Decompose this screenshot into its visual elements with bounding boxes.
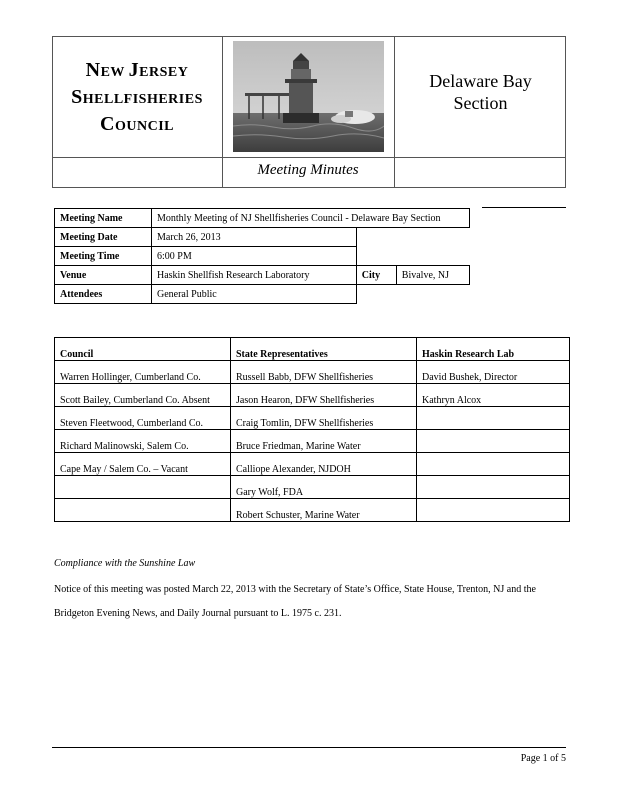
table-row — [55, 430, 570, 453]
attendance-table — [54, 337, 570, 522]
attendees: General Public — [152, 285, 357, 304]
venue-label: Venue — [55, 266, 152, 285]
column-header-haskin: Haskin Research Lab — [417, 338, 570, 361]
table-cell — [55, 499, 231, 522]
table-cell: Warren Hollinger, Cumberland Co. — [55, 361, 231, 384]
sunshine-heading: Compliance with the Sunshine Law — [54, 558, 196, 569]
lighthouse-photo — [233, 41, 384, 152]
table-row — [55, 361, 570, 384]
table-cell: Kathryn Alcox — [417, 384, 570, 407]
table-row — [55, 285, 470, 304]
table-cell: Jason Hearon, DFW Shellfisheries — [231, 384, 417, 407]
meeting-name: Monthly Meeting of NJ Shellfisheries Council - Delaware Bay Section — [152, 209, 470, 228]
page-number: Page 1 of 5 — [520, 753, 566, 764]
table-cell — [417, 430, 570, 453]
table-cell: Robert Schuster, Marine Water — [231, 499, 417, 522]
table-row — [55, 407, 570, 430]
table-row — [55, 384, 570, 407]
rule-line — [482, 207, 566, 208]
table-cell: Gary Wolf, FDA — [231, 476, 417, 499]
table-row — [55, 228, 470, 247]
org-name — [52, 58, 222, 139]
column-header-council: Council — [55, 338, 231, 361]
meeting-date: March 26, 2013 — [152, 228, 357, 247]
section-title — [395, 70, 566, 114]
meeting-time-label: Meeting Time — [55, 247, 152, 266]
table-row — [55, 266, 470, 285]
table-cell: David Bushek, Director — [417, 361, 570, 384]
section-title-line-1: Delaware Bay — [429, 71, 532, 91]
attendees-label: Attendees — [55, 285, 152, 304]
meeting-time: 6:00 PM — [152, 247, 357, 266]
table-cell: Calliope Alexander, NJDOH — [231, 453, 417, 476]
sunshine-text-line-2: Bridgeton Evening News, and Daily Journal pursuant to L. 1975 c. 231. — [54, 608, 342, 619]
column-header-state: State Representatives — [231, 338, 417, 361]
table-header-row — [55, 338, 570, 361]
sunshine-text-line-1: Notice of this meeting was posted March 22, 2013 with the Secretary of State’s Office, State House, Trenton, NJ and the — [54, 584, 536, 595]
table-cell — [417, 407, 570, 430]
venue: Haskin Shellfish Research Laboratory — [152, 266, 357, 285]
table-cell: Cape May / Salem Co. – Vacant — [55, 453, 231, 476]
meeting-info-table — [54, 208, 470, 304]
table-cell — [417, 453, 570, 476]
table-row — [55, 476, 570, 499]
table-row — [55, 499, 570, 522]
table-cell — [417, 499, 570, 522]
table-row — [55, 453, 570, 476]
city-label: City — [356, 266, 396, 285]
meeting-name-label: Meeting Name — [55, 209, 152, 228]
table-cell: Steven Fleetwood, Cumberland Co. — [55, 407, 231, 430]
table-row — [55, 247, 470, 266]
sunshine-paragraph — [54, 578, 574, 626]
footer-rule — [52, 747, 566, 748]
table-cell — [55, 476, 231, 499]
org-name-line-1: NEW JERSEY — [85, 59, 189, 81]
table-row — [55, 209, 470, 228]
table-cell — [417, 476, 570, 499]
table-cell: Scott Bailey, Cumberland Co. Absent — [55, 384, 231, 407]
org-name-line-3: COUNCIL — [100, 113, 174, 135]
doc-type: Meeting Minutes — [257, 162, 359, 178]
table-cell: Bruce Friedman, Marine Water — [231, 430, 417, 453]
table-cell: Craig Tomlin, DFW Shellfisheries — [231, 407, 417, 430]
table-cell: Richard Malinowski, Salem Co. — [55, 430, 231, 453]
org-name-line-2: SHELLFISHERIES — [71, 86, 203, 108]
table-cell: Russell Babb, DFW Shellfisheries — [231, 361, 417, 384]
header-divider — [52, 157, 566, 158]
meeting-date-label: Meeting Date — [55, 228, 152, 247]
section-title-line-2: Section — [453, 93, 508, 113]
city: Bivalve, NJ — [396, 266, 469, 285]
